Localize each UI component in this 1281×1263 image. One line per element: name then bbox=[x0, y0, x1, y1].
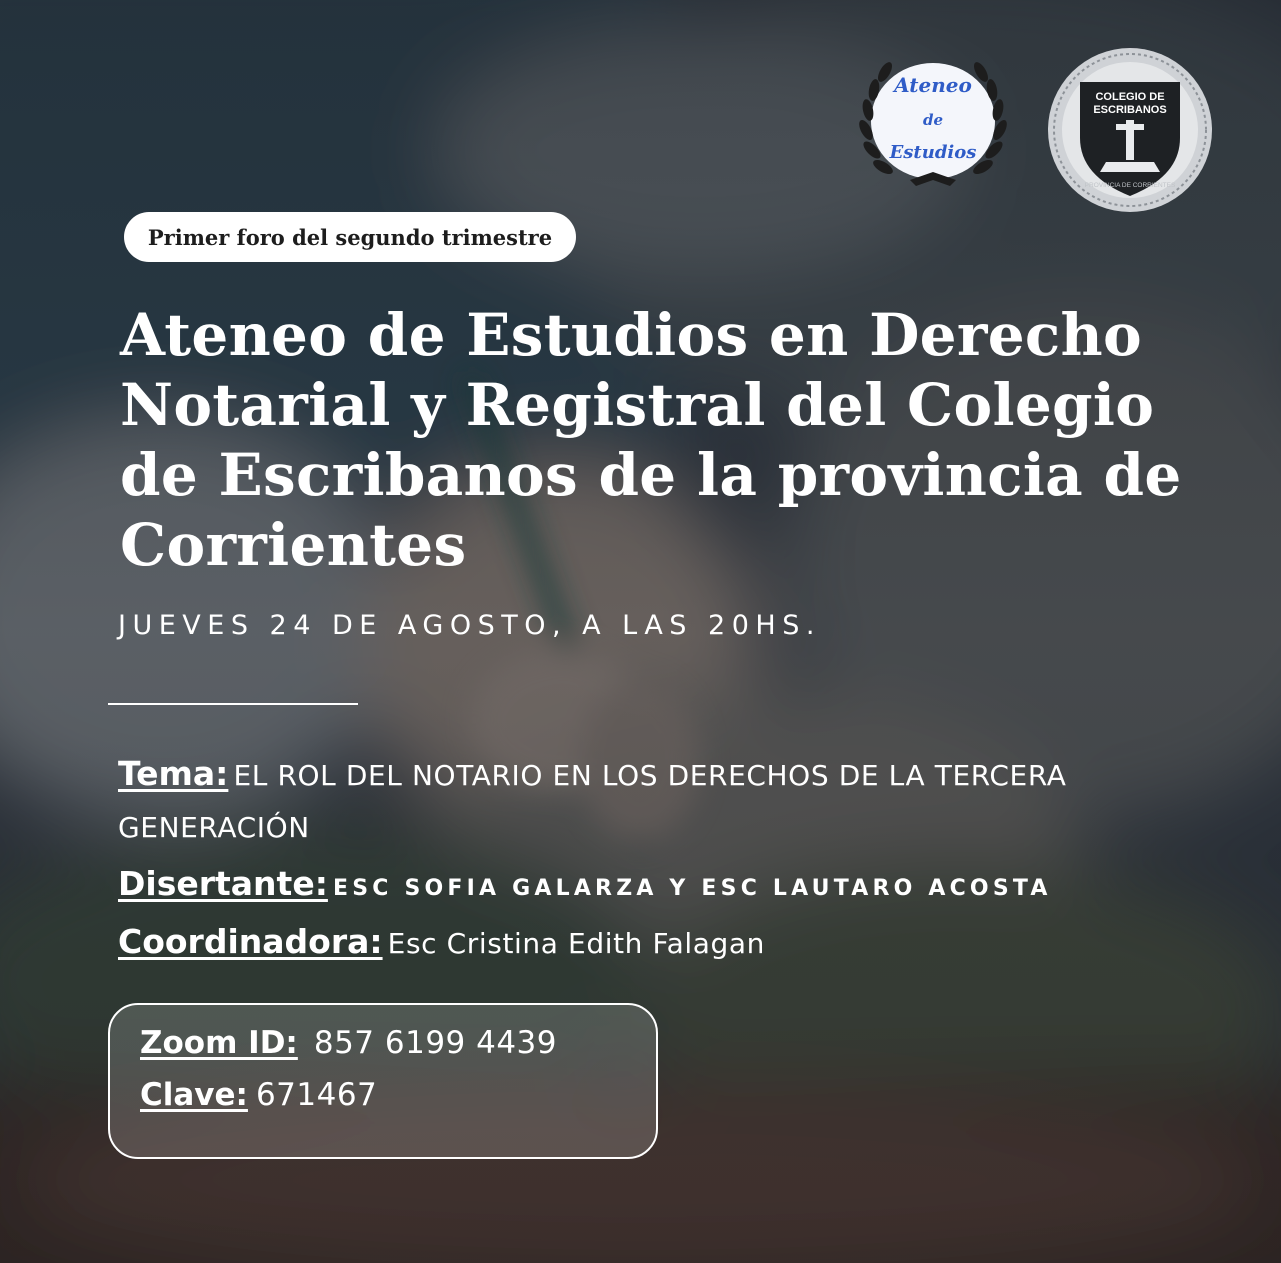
section-divider bbox=[108, 703, 358, 705]
ateneo-logo-line1: Ateneo bbox=[894, 73, 972, 97]
zoom-clave-value: 671467 bbox=[255, 1077, 378, 1113]
seal-line1: COLEGIO DE bbox=[1095, 91, 1165, 103]
event-date: JUEVES 24 DE AGOSTO, A LAS 20HS. bbox=[118, 610, 821, 641]
zoom-clave-label: Clave: bbox=[140, 1077, 248, 1113]
zoom-id-value: 857 6199 4439 bbox=[313, 1025, 558, 1061]
disertante-row bbox=[118, 858, 1238, 916]
seal-ring-text: PROVINCIA DE CORRIENTES bbox=[1084, 182, 1176, 189]
colegio-de-escribanos-seal bbox=[1044, 46, 1216, 214]
ateneo-de-estudios-logo bbox=[852, 50, 1014, 192]
forum-badge bbox=[124, 212, 576, 262]
ateneo-logo-line2: de bbox=[922, 111, 944, 129]
coordinadora-row bbox=[118, 916, 1238, 974]
ateneo-logo-line3: Estudios bbox=[889, 142, 977, 163]
tema-value: EL ROL DEL NOTARIO EN LOS DERECHOS DE LA TERCERA GENERACIÓN bbox=[118, 759, 1067, 844]
coordinadora-label: Coordinadora: bbox=[118, 922, 383, 961]
coordinadora-value: Esc Cristina Edith Falagan bbox=[387, 927, 766, 960]
disertante-label: Disertante: bbox=[118, 864, 328, 903]
tema-label: Tema: bbox=[118, 754, 229, 793]
event-details bbox=[118, 750, 1238, 974]
zoom-info-box bbox=[108, 1003, 658, 1159]
zoom-id-label: Zoom ID: bbox=[140, 1025, 298, 1061]
disertante-value: ESC SOFIA GALARZA Y ESC LAUTARO ACOSTA bbox=[333, 876, 1052, 901]
tema-row bbox=[118, 750, 1238, 856]
seal-line2: ESCRIBANOS bbox=[1093, 104, 1167, 116]
zoom-id-row bbox=[140, 1025, 557, 1061]
zoom-clave-row bbox=[140, 1077, 377, 1113]
event-title: Ateneo de Estudios en Derecho Notarial y Registral del Colegio de Escribanos de la provincia de Corrientes bbox=[120, 301, 1182, 579]
forum-badge-label: Primer foro del segundo trimestre bbox=[147, 224, 553, 250]
